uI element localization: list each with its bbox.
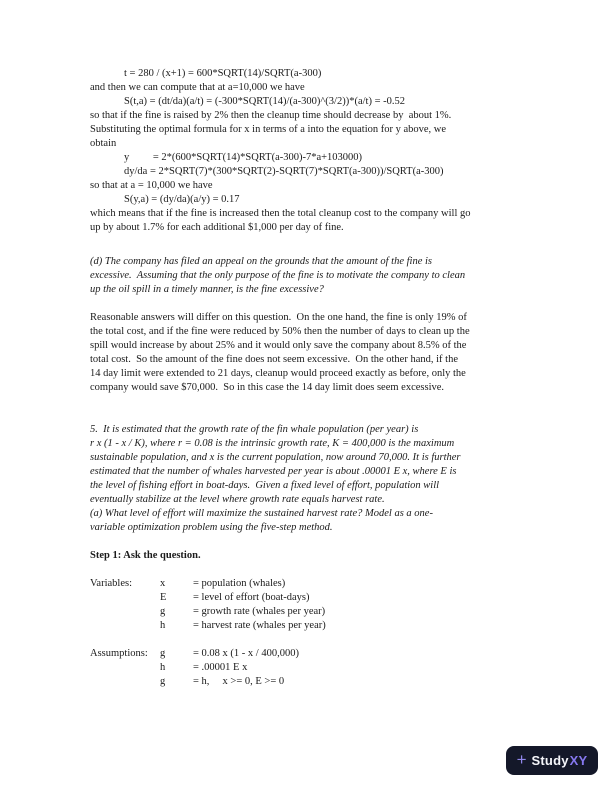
variable-symbol: g	[160, 606, 166, 617]
table-label	[90, 591, 160, 605]
doc-line: Reasonable answers will differ on this question. On the one hand, the fine is only 19% of	[90, 312, 467, 323]
assumption-expression: = 0.08 x (1 - x / 400,000)	[193, 648, 299, 659]
doc-line: S(y,a) = (dy/da)(a/y) = 0.17	[124, 194, 240, 205]
doc-line: which means that if the fine is increased then the total cleanup cost to the company will go	[90, 208, 471, 219]
variable-symbol: h	[160, 662, 166, 673]
doc-line: r x (1 - x / K), where r = 0.08 is the intrinsic growth rate, K = 400,000 is the maximum	[90, 438, 455, 449]
variables-row	[90, 605, 471, 619]
document-body	[90, 67, 471, 689]
variable-definition: = level of effort (boat-days)	[193, 592, 310, 603]
doc-lines	[90, 67, 471, 577]
doc-line	[90, 395, 471, 409]
doc-line: up the oil spill in a timely manner, is the fine excessive?	[90, 284, 324, 295]
doc-line: (d) The company has filed an appeal on the grounds that the amount of the fine is	[90, 256, 432, 267]
assumptions-row	[90, 661, 471, 675]
variable-definition: = harvest rate (whales per year)	[193, 620, 326, 631]
table-label	[90, 675, 160, 689]
plus-icon: +	[516, 750, 527, 769]
doc-line: and then we can compute that at a=10,000 we have	[90, 82, 305, 93]
doc-line: so that at a = 10,000 we have	[90, 180, 213, 191]
brand-name-accent: XY	[569, 753, 588, 768]
doc-line: company would save $70,000. So in this case the 14 day limit does seem excessive.	[90, 382, 445, 393]
variable-symbol: g	[160, 676, 166, 687]
doc-line: Substituting the optimal formula for x in terms of a into the equation for y above, we	[90, 124, 447, 135]
doc-line: total cost. So the amount of the fine does not seem excessive. On the other hand, if the	[90, 354, 458, 365]
variable-symbol: g	[160, 648, 166, 659]
doc-line: variable optimization problem using the five-step method.	[90, 522, 333, 533]
assumptions-row	[90, 647, 471, 661]
table-label	[90, 605, 160, 619]
doc-line: t = 280 / (x+1) = 600*SQRT(14)/SQRT(a-300)	[124, 68, 322, 79]
variable-definition: = population (whales)	[193, 578, 286, 589]
variable-definition: = growth rate (whales per year)	[193, 606, 326, 617]
assumptions-row	[90, 675, 471, 689]
doc-line: the total cost, and if the fine were reduced by 50% then the number of days to clean up the	[90, 326, 470, 337]
doc-line: so that if the fine is raised by 2% then the cleanup time should decrease by about 1%.	[90, 110, 452, 121]
doc-line: sustainable population, and x is the current population, now around 70,000. It is further	[90, 452, 461, 463]
variable-symbol: h	[160, 620, 166, 631]
table-label: Variables:	[90, 578, 132, 589]
table-label	[90, 661, 160, 675]
variables-row	[90, 577, 471, 591]
doc-line: up by about 1.7% for each additional $1,000 per day of fine.	[90, 222, 344, 233]
doc-line: y = 2*(600*SQRT(14)*SQRT(a-300)-7*a+103000)	[124, 152, 363, 163]
doc-line	[90, 235, 471, 249]
variable-symbol: x	[160, 578, 166, 589]
doc-line: excessive. Assuming that the only purpose of the fine is to motivate the company to clean	[90, 270, 466, 281]
doc-line: 14 day limit were extended to 21 days, cleanup would proceed exactly as before, only the	[90, 368, 466, 379]
studyxy-logo	[506, 746, 598, 775]
doc-line	[90, 535, 471, 549]
doc-line: (a) What level of effort will maximize the sustained harvest rate? Model as a one-	[90, 508, 433, 519]
doc-line	[90, 563, 471, 577]
doc-line: obtain	[90, 138, 117, 149]
doc-line	[90, 409, 471, 423]
doc-line: S(t,a) = (dt/da)(a/t) = (-300*SQRT(14)/(a-300)^(3/2))*(a/t) = -0.52	[124, 96, 405, 107]
table-label: Assumptions:	[90, 648, 148, 659]
table-label	[90, 619, 160, 633]
doc-line: the level of fishing effort in boat-days. Given a fixed level of effort, population will	[90, 480, 440, 491]
doc-line: eventually stabilize at the level where growth rate equals harvest rate.	[90, 494, 385, 505]
variables-row	[90, 591, 471, 605]
brand-name: Study	[531, 753, 569, 768]
doc-line	[90, 297, 471, 311]
doc-line: estimated that the number of whales harvested per year is about .00001 E x, where E is	[90, 466, 457, 477]
variables-row	[90, 619, 471, 633]
doc-line: Step 1: Ask the question.	[90, 550, 201, 561]
spacer	[90, 633, 471, 647]
doc-line: dy/da = 2*SQRT(7)*(300*SQRT(2)-SQRT(7)*SQRT(a-300))/SQRT(a-300)	[124, 166, 444, 177]
doc-line: 5. It is estimated that the growth rate of the fin whale population (per year) is	[90, 424, 419, 435]
doc-line: spill would increase by about 25% and it would only save the company about 8.5% of the	[90, 340, 467, 351]
assumption-expression: = .00001 E x	[193, 662, 248, 673]
variable-symbol: E	[160, 592, 167, 603]
assumption-expression: = h, x >= 0, E >= 0	[193, 676, 285, 687]
